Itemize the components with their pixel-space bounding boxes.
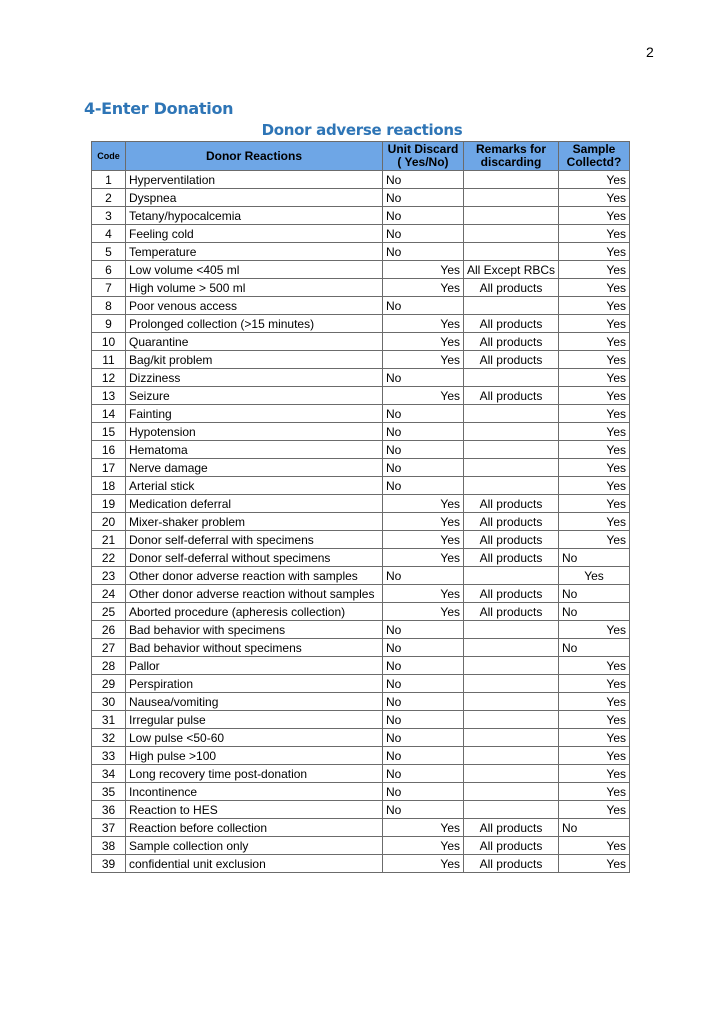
cell-unit-discard: Yes (383, 585, 464, 603)
cell-code: 3 (92, 207, 126, 225)
cell-code: 12 (92, 369, 126, 387)
cell-code: 11 (92, 351, 126, 369)
cell-code: 27 (92, 639, 126, 657)
table-row (92, 801, 630, 819)
cell-code: 24 (92, 585, 126, 603)
cell-unit-discard: No (383, 207, 464, 225)
cell-reaction: Nerve damage (126, 459, 383, 477)
cell-remarks: All products (464, 495, 559, 513)
cell-remarks (464, 423, 559, 441)
cell-remarks (464, 207, 559, 225)
cell-reaction: Medication deferral (126, 495, 383, 513)
cell-sample-collected: Yes (559, 729, 630, 747)
cell-remarks (464, 441, 559, 459)
cell-remarks (464, 729, 559, 747)
table-row (92, 819, 630, 837)
cell-unit-discard: Yes (383, 495, 464, 513)
cell-code: 14 (92, 405, 126, 423)
cell-reaction: Feeling cold (126, 225, 383, 243)
cell-remarks: All products (464, 279, 559, 297)
cell-code: 16 (92, 441, 126, 459)
cell-code: 23 (92, 567, 126, 585)
table-row (92, 387, 630, 405)
cell-remarks (464, 657, 559, 675)
cell-sample-collected: Yes (559, 189, 630, 207)
cell-reaction: Bad behavior without specimens (126, 639, 383, 657)
table-row (92, 531, 630, 549)
table-row (92, 657, 630, 675)
cell-remarks: All products (464, 351, 559, 369)
cell-sample-collected: Yes (559, 495, 630, 513)
cell-reaction: Incontinence (126, 783, 383, 801)
table-row (92, 603, 630, 621)
cell-unit-discard: No (383, 243, 464, 261)
table-row (92, 711, 630, 729)
table-row (92, 477, 630, 495)
cell-sample-collected: Yes (559, 171, 630, 189)
cell-reaction: Other donor adverse reaction without samples (126, 585, 383, 603)
page-number: 2 (646, 44, 654, 60)
cell-code: 31 (92, 711, 126, 729)
cell-sample-collected: Yes (559, 369, 630, 387)
cell-unit-discard: Yes (383, 531, 464, 549)
cell-sample-collected: Yes (559, 423, 630, 441)
cell-sample-collected: Yes (559, 405, 630, 423)
cell-remarks: All products (464, 549, 559, 567)
table-title (0, 121, 724, 139)
cell-remarks (464, 369, 559, 387)
header-donor-reactions: Donor Reactions (126, 142, 383, 171)
header-sample-line2: Collectd? (566, 155, 622, 169)
cell-code: 29 (92, 675, 126, 693)
cell-sample-collected: Yes (559, 225, 630, 243)
cell-sample-collected: Yes (559, 261, 630, 279)
cell-remarks: All products (464, 531, 559, 549)
cell-code: 35 (92, 783, 126, 801)
cell-remarks (464, 171, 559, 189)
table-row (92, 297, 630, 315)
table-body (92, 171, 630, 873)
cell-code: 1 (92, 171, 126, 189)
cell-unit-discard: Yes (383, 333, 464, 351)
cell-unit-discard: No (383, 675, 464, 693)
cell-sample-collected: Yes (559, 693, 630, 711)
cell-unit-discard: No (383, 297, 464, 315)
cell-reaction: Nausea/vomiting (126, 693, 383, 711)
table-row (92, 855, 630, 873)
table-row (92, 459, 630, 477)
cell-remarks (464, 477, 559, 495)
table-header-row (92, 142, 630, 171)
table-row (92, 513, 630, 531)
cell-sample-collected: Yes (559, 513, 630, 531)
cell-unit-discard: Yes (383, 351, 464, 369)
cell-remarks (464, 189, 559, 207)
cell-code: 4 (92, 225, 126, 243)
cell-unit-discard: No (383, 459, 464, 477)
cell-sample-collected: Yes (559, 477, 630, 495)
cell-sample-collected: Yes (559, 279, 630, 297)
cell-unit-discard: No (383, 639, 464, 657)
cell-code: 8 (92, 297, 126, 315)
cell-reaction: Dizziness (126, 369, 383, 387)
cell-sample-collected: No (559, 585, 630, 603)
table-row (92, 765, 630, 783)
cell-reaction: Prolonged collection (>15 minutes) (126, 315, 383, 333)
cell-remarks (464, 459, 559, 477)
cell-sample-collected: Yes (559, 747, 630, 765)
cell-unit-discard: No (383, 711, 464, 729)
cell-sample-collected: Yes (559, 567, 630, 585)
cell-code: 9 (92, 315, 126, 333)
cell-remarks (464, 711, 559, 729)
table-row (92, 729, 630, 747)
cell-unit-discard: Yes (383, 279, 464, 297)
cell-remarks: All products (464, 333, 559, 351)
cell-unit-discard: Yes (383, 261, 464, 279)
header-remarks-line2: discarding (480, 155, 542, 169)
cell-code: 33 (92, 747, 126, 765)
cell-remarks: All products (464, 603, 559, 621)
table-row (92, 747, 630, 765)
cell-code: 5 (92, 243, 126, 261)
header-unit-discard-line1: Unit Discard (387, 142, 459, 156)
cell-unit-discard: No (383, 225, 464, 243)
cell-code: 30 (92, 693, 126, 711)
cell-unit-discard: Yes (383, 603, 464, 621)
cell-unit-discard: No (383, 747, 464, 765)
cell-sample-collected: No (559, 549, 630, 567)
table-row (92, 549, 630, 567)
cell-code: 28 (92, 657, 126, 675)
cell-unit-discard: No (383, 783, 464, 801)
cell-remarks (464, 225, 559, 243)
cell-code: 13 (92, 387, 126, 405)
cell-reaction: Low volume <405 ml (126, 261, 383, 279)
cell-unit-discard: Yes (383, 819, 464, 837)
cell-code: 6 (92, 261, 126, 279)
header-remarks (464, 142, 559, 171)
cell-unit-discard: No (383, 405, 464, 423)
cell-unit-discard: No (383, 171, 464, 189)
table-row (92, 675, 630, 693)
table-row (92, 405, 630, 423)
cell-unit-discard: No (383, 729, 464, 747)
cell-reaction: Perspiration (126, 675, 383, 693)
cell-sample-collected: Yes (559, 855, 630, 873)
header-sample-collected (559, 142, 630, 171)
cell-remarks (464, 567, 559, 585)
cell-code: 18 (92, 477, 126, 495)
cell-code: 19 (92, 495, 126, 513)
table-row (92, 171, 630, 189)
cell-reaction: Temperature (126, 243, 383, 261)
cell-reaction: Mixer-shaker problem (126, 513, 383, 531)
cell-unit-discard: No (383, 693, 464, 711)
cell-reaction: Hypotension (126, 423, 383, 441)
table-title-text: Donor adverse reactions (261, 121, 463, 139)
cell-sample-collected: Yes (559, 531, 630, 549)
cell-remarks (464, 693, 559, 711)
cell-code: 39 (92, 855, 126, 873)
cell-reaction: Dyspnea (126, 189, 383, 207)
table-row (92, 261, 630, 279)
cell-reaction: Pallor (126, 657, 383, 675)
cell-reaction: Bad behavior with specimens (126, 621, 383, 639)
cell-remarks (464, 621, 559, 639)
cell-remarks: All products (464, 315, 559, 333)
table-row (92, 333, 630, 351)
cell-unit-discard: No (383, 189, 464, 207)
cell-code: 22 (92, 549, 126, 567)
cell-sample-collected: Yes (559, 675, 630, 693)
cell-code: 21 (92, 531, 126, 549)
cell-unit-discard: Yes (383, 513, 464, 531)
cell-remarks (464, 639, 559, 657)
cell-code: 34 (92, 765, 126, 783)
cell-unit-discard: Yes (383, 315, 464, 333)
cell-remarks (464, 783, 559, 801)
table-row (92, 567, 630, 585)
cell-code: 26 (92, 621, 126, 639)
cell-reaction: Irregular pulse (126, 711, 383, 729)
cell-unit-discard: No (383, 369, 464, 387)
cell-reaction: Seizure (126, 387, 383, 405)
cell-reaction: Arterial stick (126, 477, 383, 495)
cell-sample-collected: Yes (559, 765, 630, 783)
table-row (92, 279, 630, 297)
cell-unit-discard: Yes (383, 837, 464, 855)
table-row (92, 621, 630, 639)
cell-remarks (464, 405, 559, 423)
cell-code: 17 (92, 459, 126, 477)
cell-sample-collected: Yes (559, 243, 630, 261)
donor-reactions-table (91, 141, 630, 873)
header-unit-discard-line2: ( Yes/No) (397, 155, 449, 169)
cell-reaction: Bag/kit problem (126, 351, 383, 369)
table-row (92, 243, 630, 261)
table-row (92, 423, 630, 441)
cell-code: 32 (92, 729, 126, 747)
cell-code: 7 (92, 279, 126, 297)
cell-reaction: Poor venous access (126, 297, 383, 315)
cell-unit-discard: No (383, 657, 464, 675)
table-row (92, 837, 630, 855)
cell-remarks: All products (464, 855, 559, 873)
table-row (92, 207, 630, 225)
header-code: Code (92, 142, 126, 171)
cell-code: 15 (92, 423, 126, 441)
cell-remarks: All products (464, 513, 559, 531)
cell-unit-discard: No (383, 765, 464, 783)
table-row (92, 783, 630, 801)
cell-remarks (464, 801, 559, 819)
table-row (92, 585, 630, 603)
cell-sample-collected: Yes (559, 207, 630, 225)
cell-sample-collected: Yes (559, 783, 630, 801)
cell-reaction: Aborted procedure (apheresis collection) (126, 603, 383, 621)
cell-sample-collected: Yes (559, 351, 630, 369)
cell-sample-collected: Yes (559, 459, 630, 477)
table-row (92, 351, 630, 369)
cell-remarks: All Except RBCs (464, 261, 559, 279)
cell-sample-collected: Yes (559, 297, 630, 315)
cell-remarks (464, 747, 559, 765)
cell-remarks (464, 243, 559, 261)
cell-code: 25 (92, 603, 126, 621)
cell-sample-collected: Yes (559, 315, 630, 333)
cell-reaction: Reaction to HES (126, 801, 383, 819)
cell-sample-collected: No (559, 819, 630, 837)
cell-unit-discard: No (383, 567, 464, 585)
cell-reaction: High pulse >100 (126, 747, 383, 765)
cell-reaction: Fainting (126, 405, 383, 423)
table-row (92, 225, 630, 243)
cell-reaction: Sample collection only (126, 837, 383, 855)
table-row (92, 495, 630, 513)
cell-reaction: Donor self-deferral with specimens (126, 531, 383, 549)
cell-unit-discard: No (383, 441, 464, 459)
header-sample-line1: Sample (572, 142, 616, 156)
cell-reaction: Long recovery time post-donation (126, 765, 383, 783)
cell-reaction: Donor self-deferral without specimens (126, 549, 383, 567)
table-row (92, 693, 630, 711)
cell-unit-discard: No (383, 423, 464, 441)
header-unit-discard (383, 142, 464, 171)
cell-remarks: All products (464, 837, 559, 855)
cell-reaction: Hematoma (126, 441, 383, 459)
cell-sample-collected: Yes (559, 333, 630, 351)
table-row (92, 369, 630, 387)
table-row (92, 441, 630, 459)
header-remarks-line1: Remarks for (475, 142, 547, 156)
cell-sample-collected: Yes (559, 657, 630, 675)
cell-code: 37 (92, 819, 126, 837)
cell-code: 10 (92, 333, 126, 351)
table-row (92, 315, 630, 333)
section-title: 4-Enter Donation (84, 99, 234, 118)
cell-remarks (464, 675, 559, 693)
cell-sample-collected: Yes (559, 441, 630, 459)
cell-reaction: Reaction before collection (126, 819, 383, 837)
table-row (92, 189, 630, 207)
table-row (92, 639, 630, 657)
cell-sample-collected: No (559, 603, 630, 621)
cell-unit-discard: No (383, 621, 464, 639)
cell-remarks (464, 297, 559, 315)
cell-reaction: Other donor adverse reaction with samples (126, 567, 383, 585)
cell-unit-discard: Yes (383, 387, 464, 405)
cell-reaction: Tetany/hypocalcemia (126, 207, 383, 225)
cell-remarks: All products (464, 819, 559, 837)
cell-reaction: High volume > 500 ml (126, 279, 383, 297)
cell-reaction: Hyperventilation (126, 171, 383, 189)
cell-unit-discard: Yes (383, 549, 464, 567)
cell-unit-discard: No (383, 477, 464, 495)
cell-remarks: All products (464, 585, 559, 603)
cell-remarks (464, 765, 559, 783)
cell-reaction: Quarantine (126, 333, 383, 351)
cell-sample-collected: Yes (559, 711, 630, 729)
cell-sample-collected: Yes (559, 387, 630, 405)
cell-sample-collected: Yes (559, 801, 630, 819)
cell-code: 2 (92, 189, 126, 207)
cell-sample-collected: Yes (559, 621, 630, 639)
cell-reaction: confidential unit exclusion (126, 855, 383, 873)
cell-unit-discard: No (383, 801, 464, 819)
cell-reaction: Low pulse <50-60 (126, 729, 383, 747)
cell-remarks: All products (464, 387, 559, 405)
cell-code: 38 (92, 837, 126, 855)
cell-sample-collected: No (559, 639, 630, 657)
cell-code: 36 (92, 801, 126, 819)
cell-unit-discard: Yes (383, 855, 464, 873)
cell-code: 20 (92, 513, 126, 531)
cell-sample-collected: Yes (559, 837, 630, 855)
